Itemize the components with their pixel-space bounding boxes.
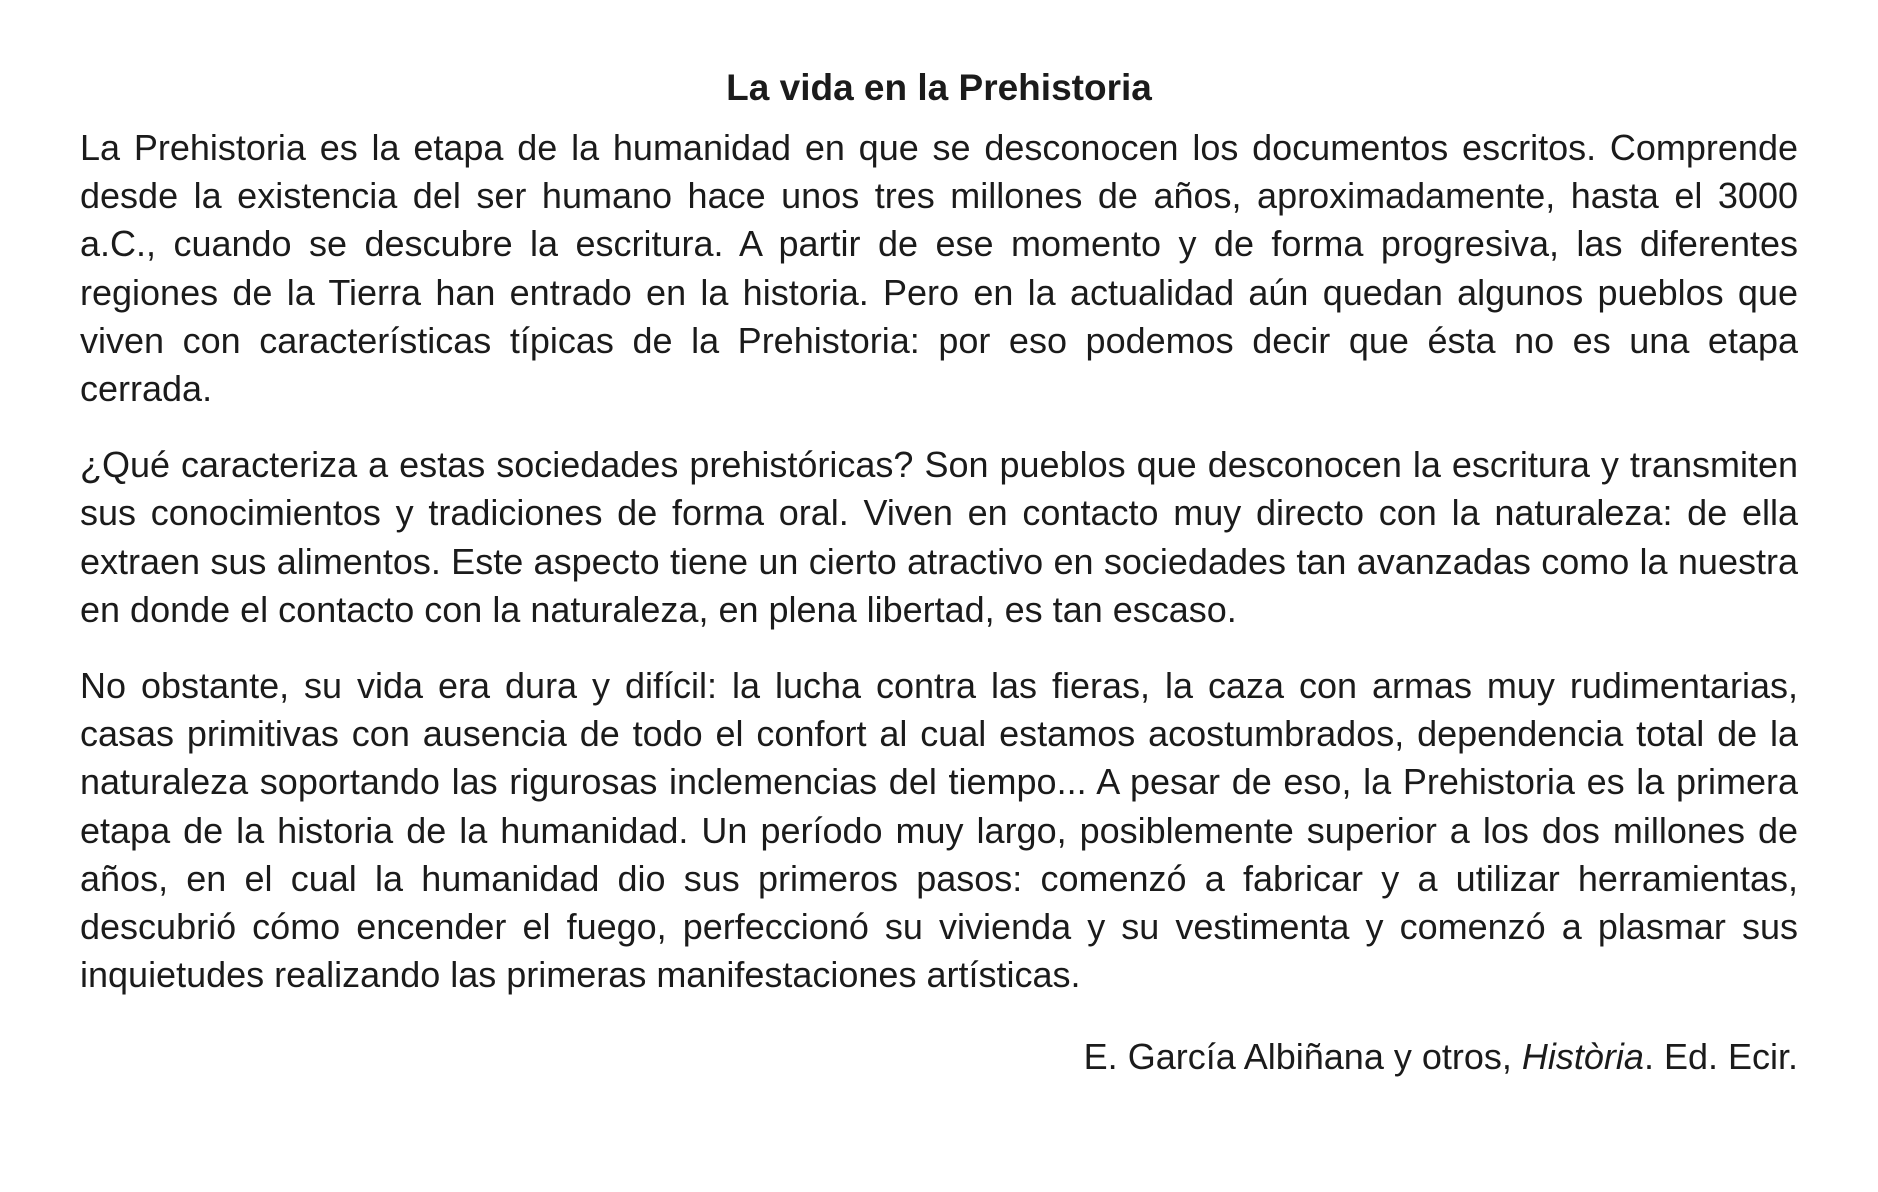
document-page <box>80 62 1798 1081</box>
paragraph-2: ¿Qué caracteriza a estas sociedades prehistóricas? Son pueblos que desconocen la escritura y transmiten sus conocimientos y tradiciones de forma oral. Viven en contacto muy directo con la naturaleza: de ella extraen sus alimentos. Este aspecto tiene un cierto atractivo en sociedades tan avanzadas como la nuestra en donde el contacto con la naturaleza, en plena libertad, es tan escaso. <box>80 444 1798 630</box>
citation-work-title: Història <box>1521 1036 1644 1078</box>
paragraph-1: La Prehistoria es la etapa de la humanidad en que se desconocen los documentos escritos. Comprende desde la existencia del ser humano hace unos tres millones de años, aproximadamente, hasta el 3000 a.C., cuando se descubre la escritura. A partir de ese momento y de forma progresiva, las diferentes regiones de la Tierra han entrado en la historia. Pero en la actualidad aún quedan algunos pueblos que viven con características típicas de la Prehistoria: por eso podemos decir que ésta no es una etapa cerrada. <box>80 127 1798 410</box>
citation-author: E. García Albiñana y otros, <box>1083 1036 1522 1078</box>
citation-publisher: . Ed. Ecir. <box>1643 1036 1798 1078</box>
paragraph-3: No obstante, su vida era dura y difícil: la lucha contra las fieras, la caza con armas muy rudimentarias, casas primitivas con ausencia de todo el confort al cual estamos acostumbrados, dependencia total de la naturaleza soportando las rigurosas inclemencias del tiempo... A pesar de eso, la Prehistoria es la primera etapa de la historia de la humanidad. Un período muy largo, posiblemente superior a los dos millones de años, en el cual la humanidad dio sus primeros pasos: comenzó a fabricar y a utilizar herramientas, descubrió cómo encender el fuego, perfeccionó su vivienda y su vestimenta y comenzó a plasmar sus inquietudes realizando las primeras manifestaciones artísticas. <box>80 665 1798 996</box>
source-citation <box>80 1033 1798 1081</box>
document-title: La vida en la Prehistoria <box>726 67 1152 108</box>
